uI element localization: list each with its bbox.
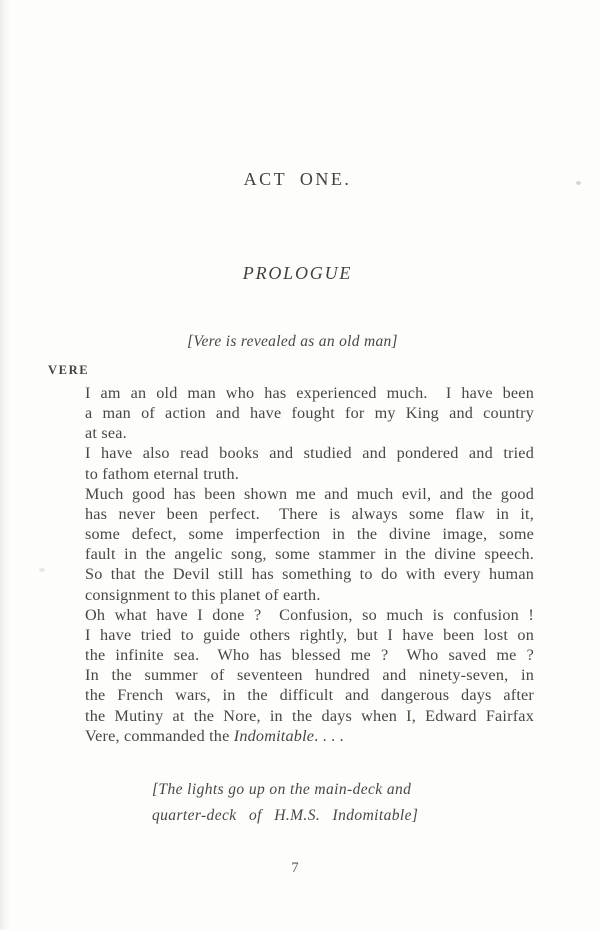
speech-segment: some defect, some imperfection in the divine image, some <box>85 525 534 544</box>
page-number: 7 <box>291 860 299 876</box>
speech-line <box>85 605 534 625</box>
speech-segment: I am an old man who has experienced much. I have been <box>85 384 534 402</box>
speech-segment: So that the Devil still has something to do with every human <box>85 565 534 584</box>
speech-segment: I have tried to guide others rightly, but I have been lost on <box>85 625 534 644</box>
speech-segment: at sea. <box>85 424 127 443</box>
speaker-name-vere: VERE <box>48 363 90 377</box>
speech-line <box>85 464 534 484</box>
speech-segment: a man of action and have fought for my King and country <box>85 404 534 423</box>
scan-gutter-shading <box>0 0 10 930</box>
speech-segment: has never been perfect. There is always some flaw in it, <box>85 504 534 523</box>
speech-segment-italic: Indomitable <box>233 726 315 745</box>
speech-segment: In the summer of seventeen hundred and ninety-seven, in <box>85 666 534 685</box>
speech-line <box>85 403 534 423</box>
speech-line <box>85 504 534 524</box>
speech-line <box>85 564 534 584</box>
speech-line <box>85 443 534 463</box>
speech-line <box>85 645 534 665</box>
speech-segment: the infinite sea. Who has blessed me ? Who saved me ? <box>85 646 534 665</box>
speech-segment: the French wars, in the difficult and dangerous days after <box>85 686 534 705</box>
speech-segment: the Mutiny at the Nore, in the days when I, Edward Fairfax <box>85 706 534 725</box>
speech-line <box>85 665 534 685</box>
speech-line <box>85 544 534 564</box>
speech-lines <box>85 383 534 746</box>
speech-segment: . . . . <box>314 726 344 745</box>
closing-stage-direction-line-2: quarter-deck of H.M.S. Indomitable] <box>152 807 419 824</box>
speech-segment: fault in the angelic song, some stammer in the divine speech. <box>85 545 534 564</box>
speech-line <box>85 383 534 403</box>
speech-line <box>85 484 534 504</box>
speech-segment: Much good has been shown me and much evil, and the good <box>85 484 534 503</box>
speech-line <box>85 524 534 544</box>
speech-line <box>85 625 534 645</box>
speech-segment: Vere, commanded the <box>85 726 234 745</box>
scan-speck <box>39 568 45 572</box>
speech-line <box>85 585 534 605</box>
prologue-heading: PROLOGUE <box>242 263 353 283</box>
speech-segment: to fathom eternal truth. <box>85 464 240 483</box>
speech-line <box>85 423 534 443</box>
speech-segment: Oh what have I done ? Confusion, so much is confusion ! <box>85 605 534 624</box>
speech-line <box>85 706 534 726</box>
closing-stage-direction-line-1: [The lights go up on the main-deck and <box>152 781 412 798</box>
speech-segment: consignment to this planet of earth. <box>85 585 321 604</box>
speech-line <box>85 685 534 705</box>
act-heading: ACT ONE. <box>243 169 352 189</box>
speech-segment: I have also read books and studied and pondered and tried <box>85 444 534 463</box>
closing-stage-direction <box>152 777 452 829</box>
speech-line <box>85 726 534 746</box>
opening-stage-direction: [Vere is revealed as an old man] <box>187 333 398 350</box>
